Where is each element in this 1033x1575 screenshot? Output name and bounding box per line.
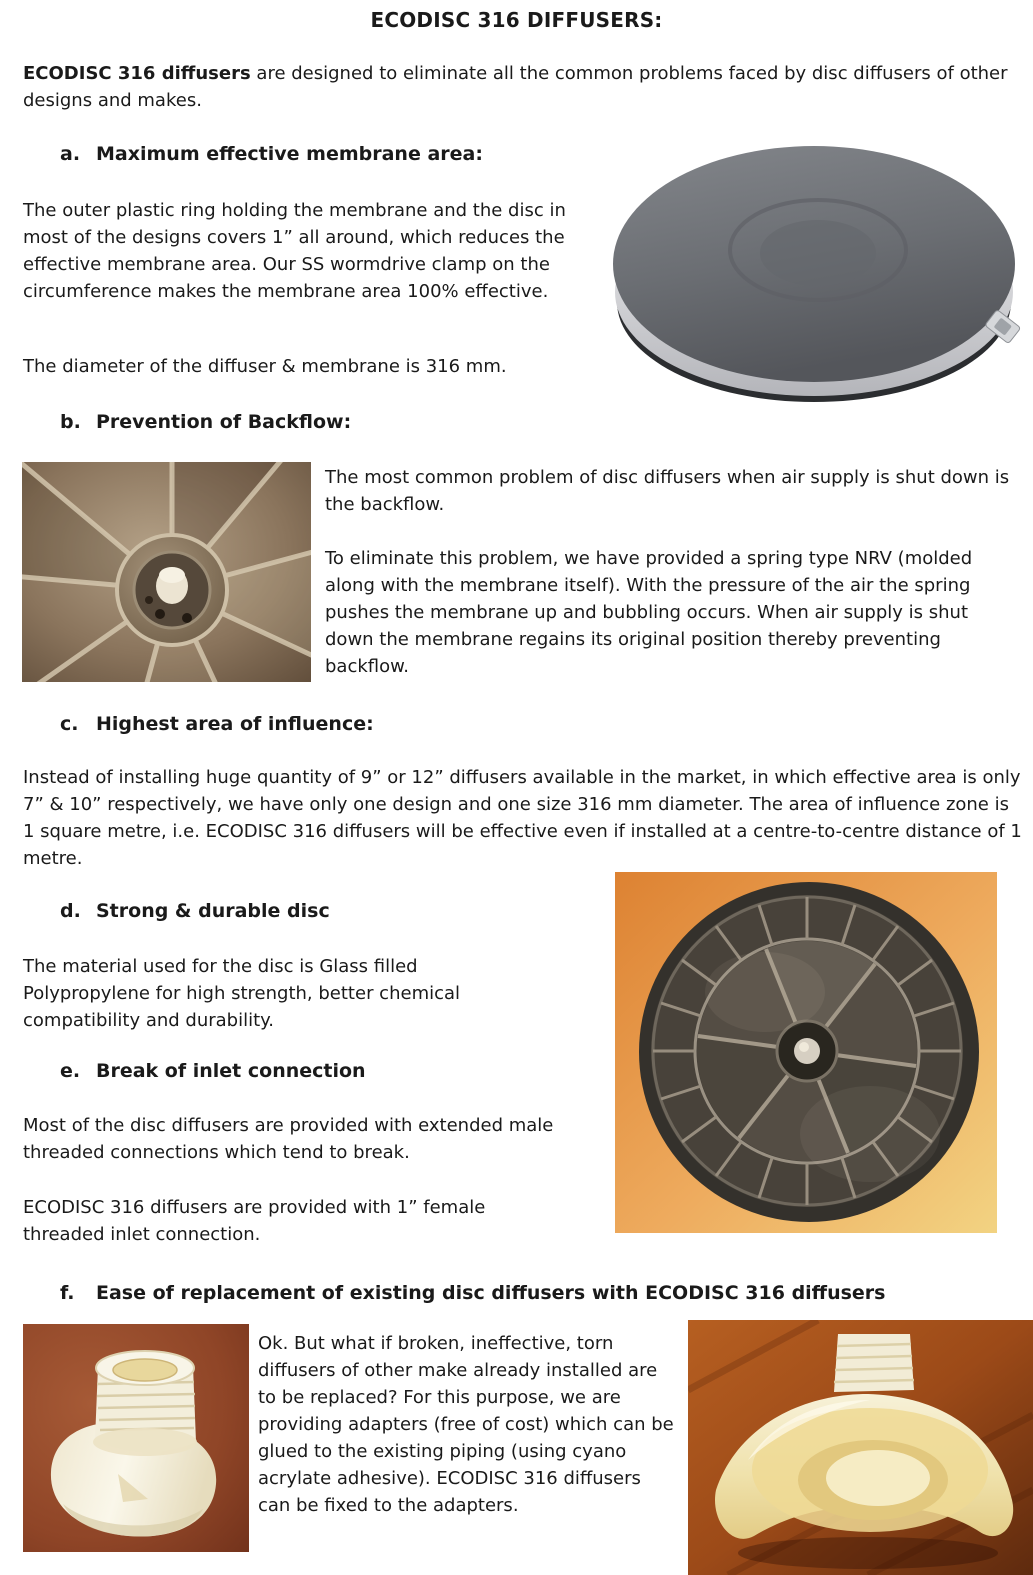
photo-disc-underside bbox=[615, 872, 997, 1233]
section-e-paragraph-2: ECODISC 316 diffusers are provided with 1” female threaded inlet connection. bbox=[23, 1197, 486, 1245]
intro-paragraph bbox=[23, 60, 1015, 114]
intro-rest-text: are designed to eliminate all the common problems faced by disc diffusers of other designs and makes. bbox=[23, 63, 1008, 111]
section-b-paragraph-2: To eliminate this problem, we have provided a spring type NRV (molded along with the membrane itself). With the pressure of the air the spring pushes the membrane up and bubbling occurs. When air supply is shut down the membrane regains its original position thereby preventing backflow. bbox=[325, 548, 973, 677]
section-b-heading-text: Prevention of Backflow: bbox=[96, 411, 352, 433]
section-c-label: c. bbox=[60, 713, 79, 735]
section-b-label: b. bbox=[60, 411, 81, 433]
section-f-heading-text: Ease of replacement of existing disc diffusers with ECODISC 316 diffusers bbox=[96, 1282, 886, 1304]
section-a-label: a. bbox=[60, 143, 81, 165]
section-f-heading bbox=[60, 1281, 885, 1305]
section-d-heading bbox=[60, 899, 330, 923]
section-b-heading bbox=[60, 410, 351, 434]
section-b-paragraph-1: The most common problem of disc diffusers when air supply is shut down is the backflow. bbox=[325, 467, 1010, 515]
section-e-heading bbox=[60, 1059, 366, 1083]
section-a-paragraph-2: The diameter of the diffuser & membrane is 316 mm. bbox=[23, 356, 507, 377]
section-d-label: d. bbox=[60, 900, 81, 922]
section-f-label: f. bbox=[60, 1282, 75, 1304]
page-title: ECODISC 316 DIFFUSERS: bbox=[370, 8, 663, 32]
section-e-heading-text: Break of inlet connection bbox=[96, 1060, 366, 1082]
section-f-paragraph-1: Ok. But what if broken, ineffective, torn diffusers of other make already installed are to be replaced? For this purpose, we are providing adapters (free of cost) which can be glued to the existing piping (using cyano acrylate adhesive). ECODISC 316 diffusers can be fixed to the adapters. bbox=[258, 1333, 674, 1516]
section-a-heading-text: Maximum effective membrane area: bbox=[96, 143, 483, 165]
photo-diffuser-top bbox=[600, 130, 1033, 408]
section-e-paragraph-1: Most of the disc diffusers are provided with extended male threaded connections which tend to break. bbox=[23, 1115, 554, 1163]
section-a-paragraph-1: The outer plastic ring holding the membrane and the disc in most of the designs covers 1” all around, which reduces the effective membrane area. Our SS wormdrive clamp on the circumference makes the membrane area 100% effective. bbox=[23, 200, 566, 302]
section-e-label: e. bbox=[60, 1060, 81, 1082]
section-c-heading bbox=[60, 712, 374, 736]
section-d-heading-text: Strong & durable disc bbox=[96, 900, 330, 922]
section-a-heading bbox=[60, 142, 483, 166]
section-c-paragraph-1: Instead of installing huge quantity of 9” or 12” diffusers available in the market, in which effective area is only 7” & 10” respectively, we have only one design and one size 316 mm diameter. The area of influence zone is 1 square metre, i.e. ECODISC 316 diffusers will be effective even if installed at a centre-to-centre distance of 1 metre. bbox=[23, 767, 1022, 869]
section-d-paragraph-1: The material used for the disc is Glass filled Polypropylene for high strength, better chemical compatibility and durability. bbox=[23, 956, 461, 1031]
intro-bold-text: ECODISC 316 diffusers bbox=[23, 63, 251, 84]
section-c-heading-text: Highest area of influence: bbox=[96, 713, 374, 735]
photo-adapter-front bbox=[23, 1324, 249, 1552]
photo-membrane-nrv bbox=[22, 462, 311, 682]
photo-adapter-saddle bbox=[688, 1320, 1033, 1575]
